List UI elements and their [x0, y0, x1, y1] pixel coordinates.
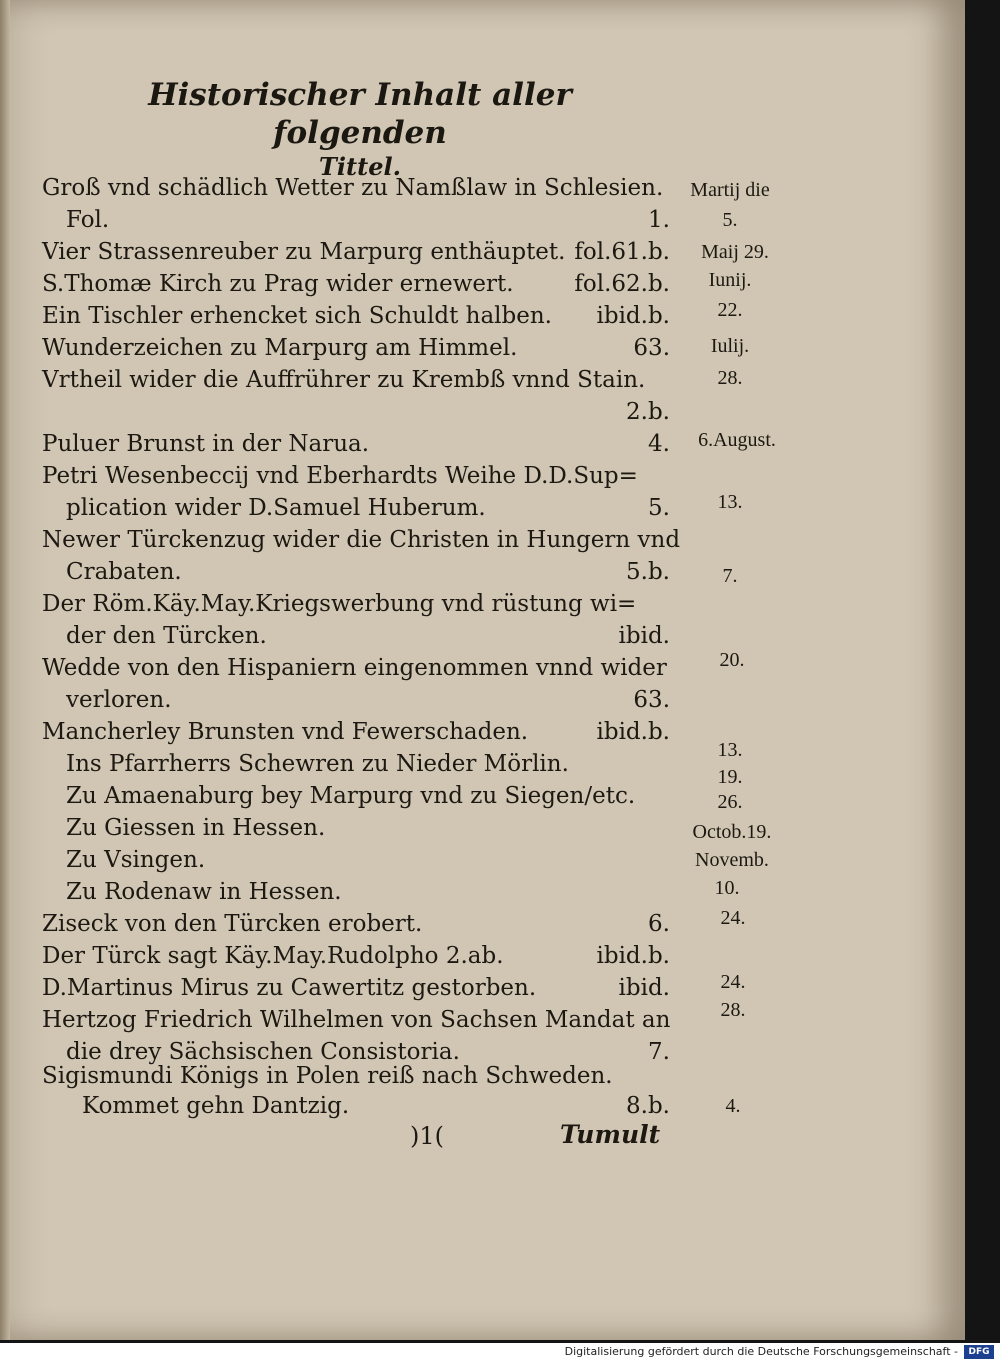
entry-text: Vrtheil wider die Auffrührer zu Krembß vnnd Stain. — [42, 367, 646, 393]
margin-date: 10. — [714, 877, 740, 899]
page-edge — [0, 0, 10, 1340]
index-entry — [42, 492, 670, 524]
margin-date: 13. — [717, 739, 743, 761]
digitization-footer — [0, 1343, 1000, 1362]
index-entry — [42, 1090, 670, 1122]
index-entry — [42, 204, 670, 236]
entry-folio: ibid.b. — [596, 719, 670, 745]
entry-text: Ein Tischler erhencket sich Schuldt halben. — [42, 303, 552, 329]
footer-credit: Digitalisierung gefördert durch die Deutsche Forschungsgemeinschaft - — [564, 1345, 958, 1358]
entry-text: verloren. — [66, 687, 172, 713]
index-entry — [42, 780, 670, 812]
index-entry — [42, 812, 670, 844]
entry-folio: ibid.b. — [596, 303, 670, 329]
index-entry — [42, 588, 670, 620]
index-entry — [42, 940, 670, 972]
index-entry — [42, 1004, 670, 1036]
index-entry — [42, 844, 670, 876]
index-entry — [42, 908, 670, 940]
margin-date: 24. — [720, 971, 746, 993]
entry-folio: 7. — [648, 1039, 670, 1065]
margin-date: 5. — [722, 209, 738, 231]
entry-text: Crabaten. — [66, 559, 182, 585]
heading-line-1: Historischer Inhalt aller folgenden — [148, 77, 572, 151]
entry-text: Ins Pfarrherrs Schewren zu Nieder Mörlin. — [66, 751, 569, 777]
margin-date: Iunij. — [708, 269, 752, 291]
entry-text: Wedde von den Hispaniern eingenommen vnnd wider — [42, 655, 667, 681]
index-entry — [42, 428, 670, 460]
entry-text: Hertzog Friedrich Wilhelmen von Sachsen Mandat an — [42, 1007, 671, 1033]
entry-text: Der Türck sagt Käy.May.Rudolpho 2.ab. — [42, 943, 504, 969]
index-entry — [42, 620, 670, 652]
entry-text: Zu Vsingen. — [66, 847, 206, 873]
margin-date: Martij die — [690, 179, 770, 201]
entry-folio: fol.62.b. — [574, 271, 670, 297]
entry-folio: 5.b. — [626, 559, 670, 585]
margin-date: 28. — [717, 367, 743, 389]
margin-date: Octob.19. — [692, 821, 772, 843]
entry-folio: 63. — [633, 687, 670, 713]
index-entry — [42, 172, 670, 204]
entry-text: Newer Türckenzug wider die Christen in Hungern vnd — [42, 527, 681, 553]
index-entry — [42, 300, 670, 332]
entry-text: der den Türcken. — [66, 623, 267, 649]
catchword: Tumult — [560, 1120, 661, 1149]
margin-date: 13. — [717, 491, 743, 513]
index-entry — [42, 684, 670, 716]
margin-date: 28. — [720, 999, 746, 1021]
index-entry — [42, 972, 670, 1004]
margin-date: 20. — [719, 649, 745, 671]
index-entry — [42, 460, 670, 492]
index-entry — [42, 236, 670, 268]
index-entry — [42, 716, 670, 748]
entry-folio: 2.b. — [626, 399, 670, 425]
margin-date: 19. — [717, 766, 743, 788]
margin-date: 7. — [722, 565, 738, 587]
entry-text: Zu Giessen in Hessen. — [66, 815, 326, 841]
margin-date: 4. — [725, 1095, 741, 1117]
entry-folio: 1. — [648, 207, 670, 233]
margin-date: Maij 29. — [701, 241, 769, 263]
entry-text: die drey Sächsischen Consistoria. — [66, 1039, 460, 1065]
entry-text: D.Martinus Mirus zu Cawertitz gestorben. — [42, 975, 537, 1001]
index-entry — [42, 1060, 670, 1092]
index-entry — [42, 332, 670, 364]
index-entry — [42, 876, 670, 908]
entry-folio: 8.b. — [626, 1093, 670, 1119]
margin-date: Novemb. — [695, 849, 769, 871]
entry-text: Kommet gehn Dantzig. — [82, 1093, 350, 1119]
entry-text: Der Röm.Käy.May.Kriegswerbung vnd rüstung wi= — [42, 591, 637, 617]
index-entry — [42, 652, 670, 684]
entry-text: Zu Rodenaw in Hessen. — [66, 879, 342, 905]
entry-text: S.Thomæ Kirch zu Prag wider ernewert. — [42, 271, 514, 297]
entry-folio: 63. — [633, 335, 670, 361]
entry-text: plication wider D.Samuel Huberum. — [66, 495, 486, 521]
entry-folio: fol.61.b. — [574, 239, 670, 265]
entry-text: Sigismundi Königs in Polen reiß nach Schweden. — [42, 1063, 613, 1089]
margin-date: 22. — [717, 299, 743, 321]
page-heading — [120, 76, 600, 182]
entry-folio: ibid. — [618, 623, 670, 649]
entry-text: Mancherley Brunsten vnd Fewerschaden. — [42, 719, 529, 745]
entry-text: Puluer Brunst in der Narua. — [42, 431, 370, 457]
dfg-logo: DFG — [964, 1345, 994, 1359]
index-entry — [42, 396, 670, 428]
index-entry — [42, 748, 670, 780]
entry-text: Zu Amaenaburg bey Marpurg vnd zu Siegen/etc. — [66, 783, 636, 809]
index-entry — [42, 364, 670, 396]
entry-text: Wunderzeichen zu Marpurg am Himmel. — [42, 335, 518, 361]
entry-text: Ziseck von den Türcken erobert. — [42, 911, 423, 937]
index-entry — [42, 524, 681, 556]
signature-mark: )1( — [410, 1122, 444, 1150]
index-entry — [42, 556, 670, 588]
entry-folio: 4. — [648, 431, 670, 457]
margin-date: 24. — [720, 907, 746, 929]
entry-text: Petri Wesenbeccij vnd Eberhardts Weihe D.D.Sup= — [42, 463, 638, 489]
entry-text: Groß vnd schädlich Wetter zu Namßlaw in Schlesien. — [42, 175, 664, 201]
entry-folio: 5. — [648, 495, 670, 521]
margin-date: 26. — [717, 791, 743, 813]
margin-date: Iulij. — [710, 335, 750, 357]
heading-line-2: Tittel. — [319, 152, 401, 181]
index-entry — [42, 268, 670, 300]
entry-text: Fol. — [66, 207, 110, 233]
entry-folio: ibid.b. — [596, 943, 670, 969]
entry-text: Vier Strassenreuber zu Marpurg enthäuptet. — [42, 239, 566, 265]
entry-folio: ibid. — [618, 975, 670, 1001]
entry-folio: 6. — [648, 911, 670, 937]
margin-date: 6.August. — [698, 429, 776, 451]
